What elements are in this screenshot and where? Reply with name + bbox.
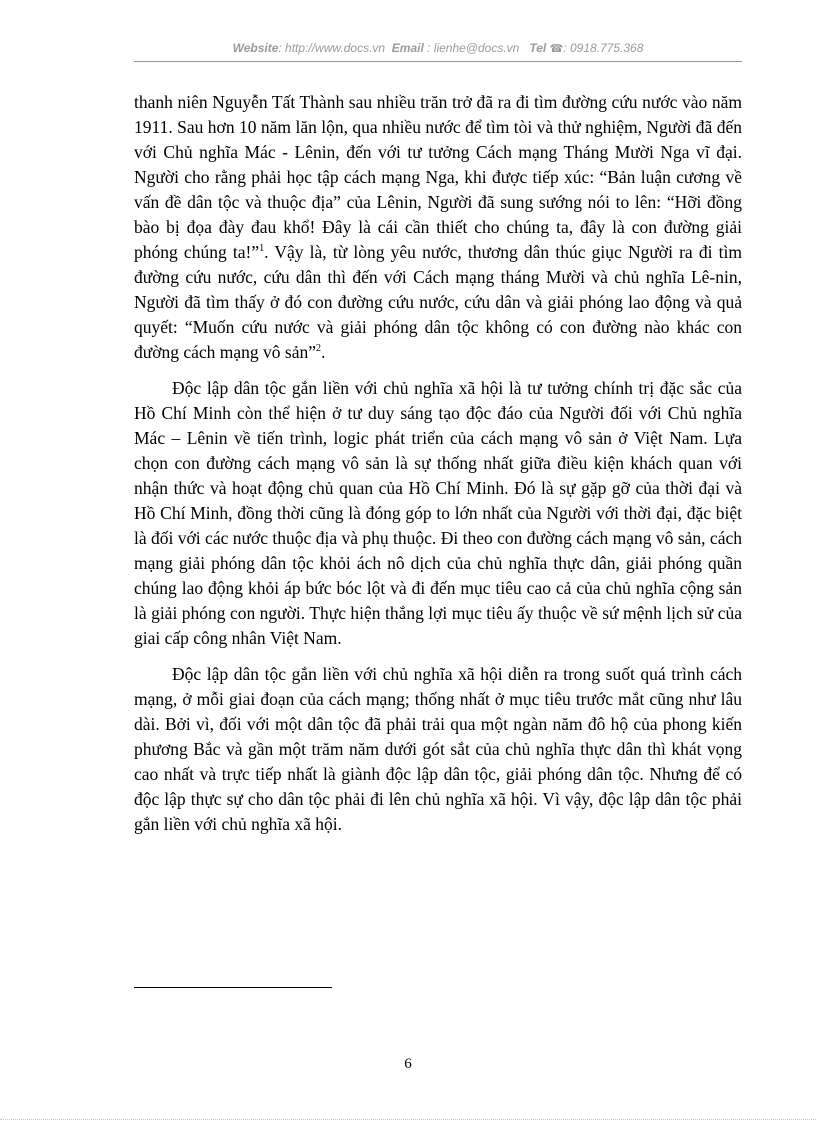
phone-icon: ☎	[549, 43, 564, 55]
paragraph-1-end: .	[321, 342, 326, 362]
website-label: Website	[232, 41, 279, 55]
footnote-separator	[134, 987, 332, 988]
page-bottom-border	[0, 1119, 816, 1120]
email-label: Email	[391, 41, 424, 55]
paragraph-1	[134, 90, 742, 365]
footnote-ref-2[interactable]: 2	[316, 343, 322, 355]
document-body	[134, 90, 742, 848]
footnote-ref-1[interactable]: 1	[259, 243, 265, 255]
paragraph-1-text: thanh niên Nguyễn Tất Thành sau nhiều trăn trở đã ra đi tìm đường cứu nước vào năm 1911. Sau hơn 10 năm lăn lộn, qua nhiều nước để tìm tòi và thử nghiệm, Người đã đến với Chủ nghĩa Mác - Lênin, đến với tư tưởng Cách mạng Tháng Mười Nga vĩ đại. Người cho rằng phải học tập cách mạng Nga, khi được tiếp xúc: “Bản luận cương về vấn đề dân tộc và thuộc địa” của Lênin, Người đã sung sướng nói to lên: “Hỡi đồng bào bị đọa đày đau khổ! Đây là cái cần thiết cho chúng ta, đây là con đường giải phóng chúng ta!”	[134, 92, 742, 262]
email-value[interactable]: : lienhe@docs.vn	[423, 41, 520, 55]
paragraph-3: Độc lập dân tộc gắn liền với chủ nghĩa xã hội diễn ra trong suốt quá trình cách mạng, ở mỗi giai đoạn của cách mạng; thống nhất ở mục tiêu trước mắt cũng như lâu dài. Bởi vì, đối với một dân tộc đã phải trải qua một ngàn năm đô hộ của phong kiến phương Bắc và gần một trăm năm dưới gót sắt của chủ nghĩa thực dân thì khát vọng cao nhất và trực tiếp nhất là giành độc lập dân tộc, giải phóng dân tộc. Nhưng để có độc lập thực sự cho dân tộc phải đi lên chủ nghĩa xã hội. Vì vậy, độc lập dân tộc phải gắn liền với chủ nghĩa xã hội.	[134, 664, 742, 834]
page-number: 6	[404, 1056, 412, 1072]
tel-value: : 0918.775.368	[563, 41, 644, 55]
paragraph-1-text-cont: . Vậy là, từ lòng yêu nước, thương dân thúc giục Người ra đi tìm đường cứu nước, cứu dân thì đến với Cách mạng tháng Mười và chủ nghĩa Lê-nin, Người đã tìm thấy ở đó con đường cứu nước, cứu dân và giải phóng lao động và quả quyết: “Muốn cứu nước và giải phóng dân tộc không có con đường nào khác con đường cách mạng vô sản”	[134, 242, 742, 362]
paragraph-2: Độc lập dân tộc gắn liền với chủ nghĩa xã hội là tư tưởng chính trị đặc sắc của Hồ Chí Minh còn thể hiện ở tư duy sáng tạo độc đáo của Người đối với Chủ nghĩa Mác – Lênin về tiến trình, logic phát triển của cách mạng vô sản ở Việt Nam. Lựa chọn con đường cách mạng vô sản là sự thống nhất giữa điều kiện khách quan với nhận thức và hoạt động chủ quan của Hồ Chí Minh. Đó là sự gặp gỡ của thời đại và Hồ Chí Minh, đồng thời cũng là đóng góp to lớn nhất của Người với thời đại, đặc biệt là đối với các nước thuộc địa và phụ thuộc. Đi theo con đường cách mạng vô sản, cách mạng giải phóng dân tộc khỏi ách nô dịch của chủ nghĩa thực dân, giải phóng quần chúng lao động khỏi áp bức bóc lột và đi đến mục tiêu cao cả của chủ nghĩa cộng sản là giải phóng con người. Thực hiện thắng lợi mục tiêu ấy thuộc về sứ mệnh lịch sử của giai cấp công nhân Việt Nam.	[134, 378, 742, 648]
tel-label: Tel	[529, 41, 547, 55]
page-header	[134, 40, 742, 62]
website-value[interactable]: : http://www.docs.vn	[278, 41, 386, 55]
